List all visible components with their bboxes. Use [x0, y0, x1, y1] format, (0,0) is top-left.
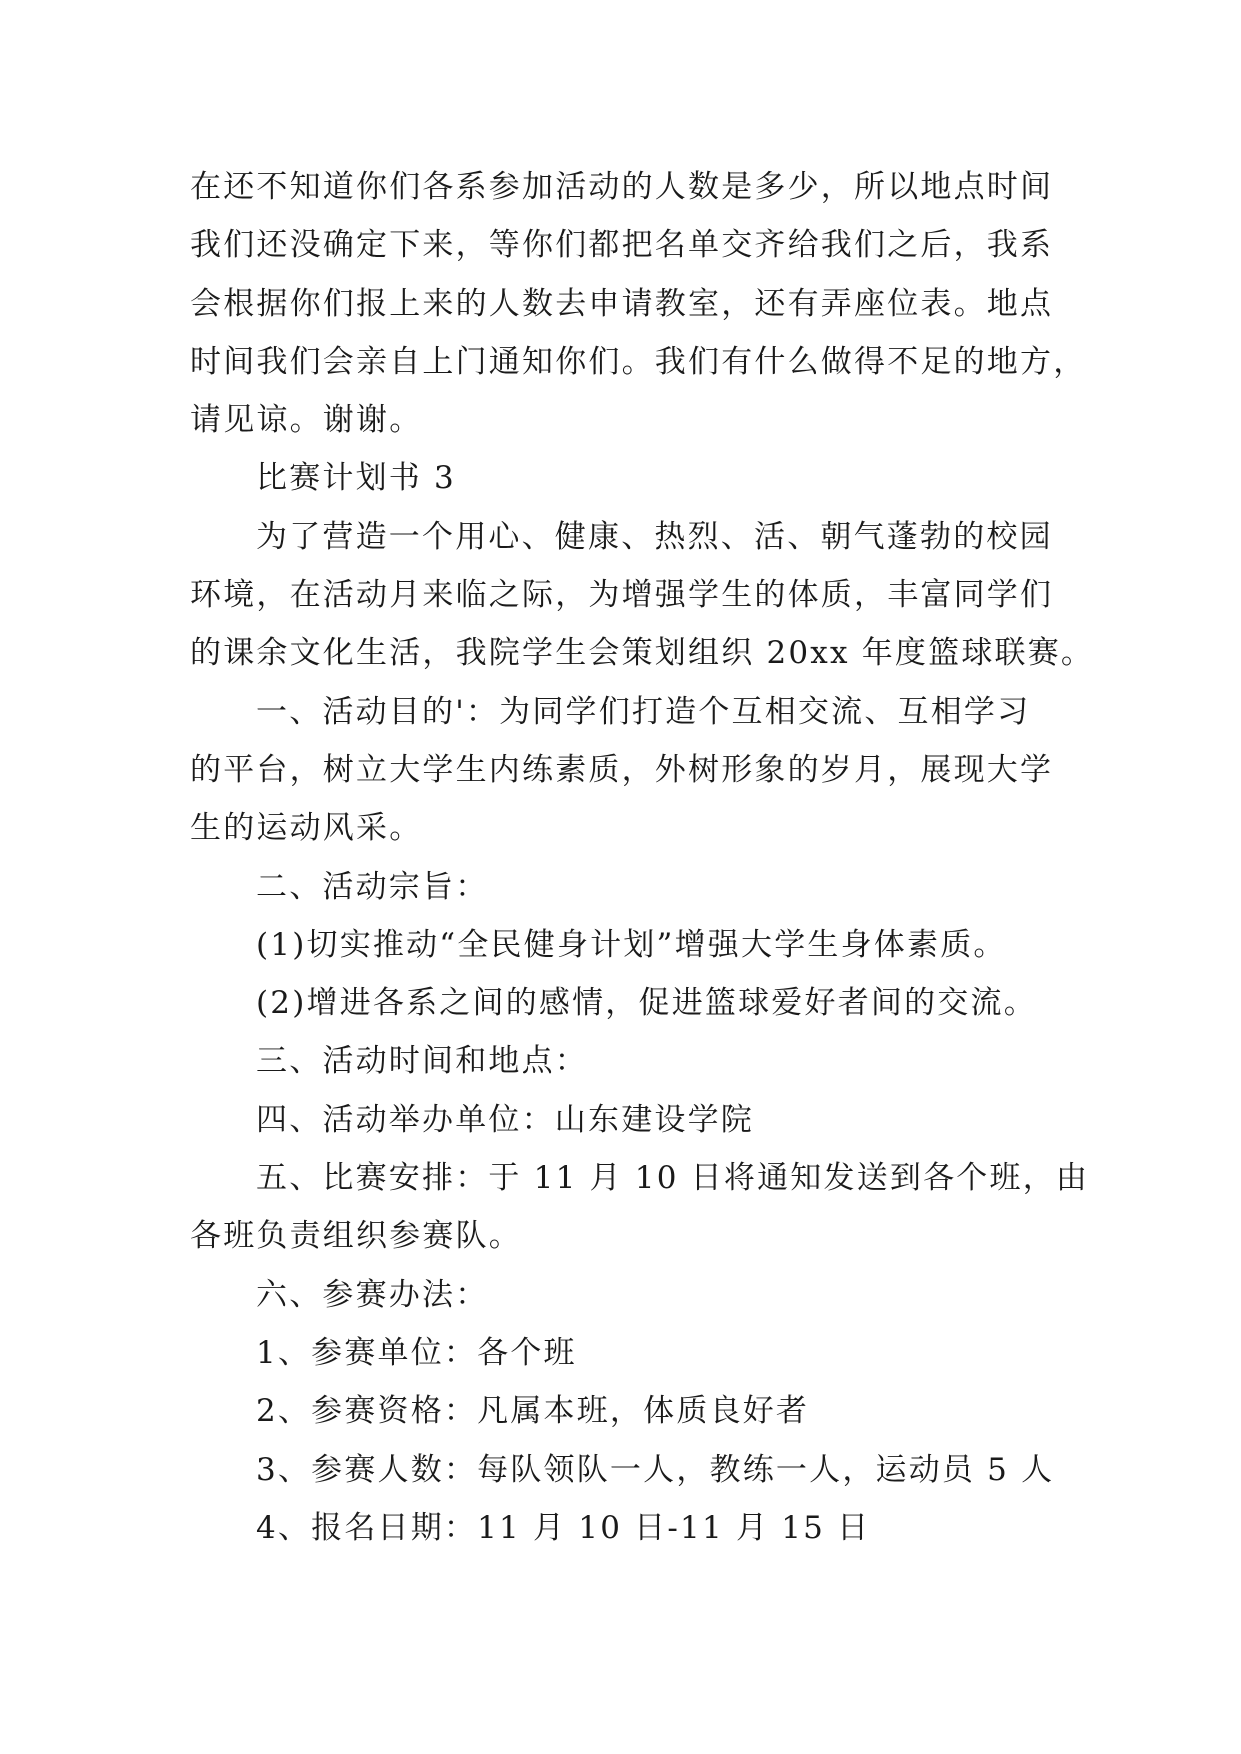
text-line: 4、报名日期：11 月 10 日-11 月 15 日: [256, 1509, 871, 1546]
text-line: 1、参赛单位：各个班: [256, 1334, 577, 1371]
document-body: [190, 158, 1095, 1557]
text-line: 请见谅。谢谢。: [190, 402, 423, 439]
text-line: 我们还没确定下来，等你们都把名单交齐给我们之后，我系: [190, 227, 1054, 264]
text-line: 六、参赛办法：: [256, 1276, 489, 1313]
text-line: 在还不知道你们各系参加活动的人数是多少，所以地点时间: [190, 169, 1054, 205]
text-line: (2)增进各系之间的感情，促进篮球爱好者间的交流。: [256, 985, 1037, 1022]
text-line: 五、比赛安排：于 11 月 10 日将通知发送到各个班，由: [256, 1160, 1090, 1197]
text-line: (1)切实推动“全民健身计划”增强大学生身体素质。: [256, 926, 1007, 963]
text-line: 的课余文化生活，我院学生会策划组织 20xx 年度篮球联赛。: [190, 635, 1095, 672]
text-line: 四、活动举办单位：山东建设学院: [256, 1101, 754, 1138]
text-line: 时间我们会亲自上门通知你们。我们有什么做得不足的地方，: [190, 343, 1087, 380]
text-line: 三、活动时间和地点：: [256, 1043, 588, 1080]
text-line: 环境，在活动月来临之际，为增强学生的体质，丰富同学们: [190, 577, 1054, 614]
text-line: 为了营造一个用心、健康、热烈、活、朝气蓬勃的校园: [256, 518, 1053, 555]
text-line: 各班负责组织参赛队。: [190, 1218, 522, 1255]
text-line: 2、参赛资格：凡属本班，体质良好者: [256, 1393, 810, 1430]
text-line: 会根据你们报上来的人数去申请教室，还有弄座位表。地点: [190, 285, 1054, 322]
text-line: 二、活动宗旨：: [256, 868, 489, 905]
text-line: 3、参赛人数：每队领队一人，教练一人，运动员 5 人: [256, 1451, 1055, 1488]
text-line: 一、活动目的'：为同学们打造个互相交流、互相学习: [256, 693, 1031, 730]
text-line: 的平台，树立大学生内练素质，外树形象的岁月，展现大学: [190, 751, 1054, 788]
text-line: 比赛计划书 3: [256, 460, 456, 497]
text-line: 生的运动风采。: [190, 810, 423, 847]
